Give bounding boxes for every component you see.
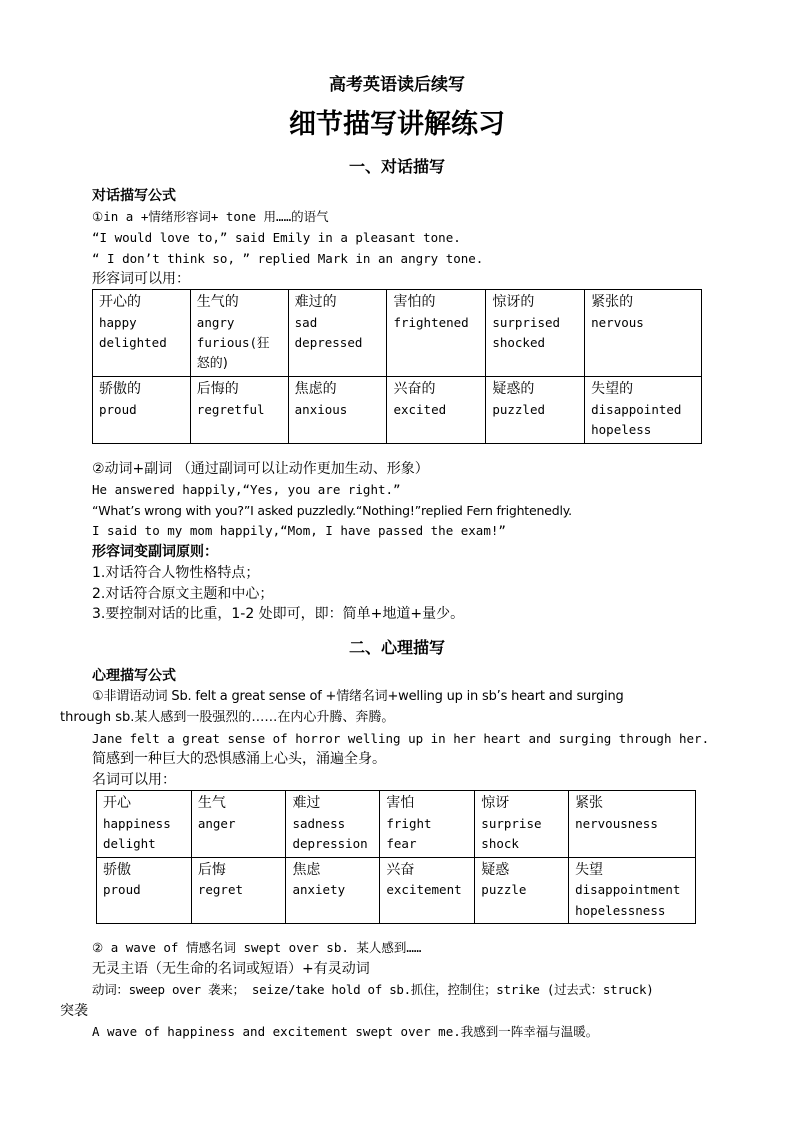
example-line: A wave of happiness and excitement swept over me.我感到一阵幸福与温暖。 <box>92 1024 599 1039</box>
rule-verb-adverb: ②动词+副词 （通过副词可以让动作更加生动、形象） <box>92 461 429 477</box>
document-subtitle: 高考英语读后续写 <box>329 75 465 95</box>
example-line: I said to my mom happily,“Mom, I have passed the exam!” <box>92 523 506 538</box>
rule-note: 无灵主语（无生命的名词或短语）+有灵动词 <box>92 961 370 977</box>
document-title: 细节描写讲解练习 <box>289 109 505 140</box>
rule-nonfinite-continued: through sb.某人感到一股强烈的……在内心升腾、奔腾。 <box>60 710 395 725</box>
noun-intro: 名词可以用： <box>92 772 176 788</box>
noun-table <box>96 790 696 924</box>
table-cell: 骄傲的 proud <box>93 377 191 444</box>
table-cell: 害怕 fright fear <box>380 791 475 858</box>
table-cell: 害怕的 frightened <box>387 290 486 377</box>
table-cell: 生气的 angry furious(狂 怒的) <box>190 290 288 377</box>
rule-tone: ①in a +情绪形容词+ tone 用……的语气 <box>92 209 329 224</box>
example-line: “ I don’t think so, ” replied Mark in an angry tone. <box>92 251 484 266</box>
example-line: “What’s wrong with you?”I asked puzzledly.“Nothing!”replied Fern frightenedly. <box>92 503 572 518</box>
rule-nonfinite: ①非谓语动词 Sb. felt a great sense of +情绪名词+welling up in sb’s heart and surging <box>92 689 624 704</box>
table-cell: 失望 disappointment hopelessness <box>569 857 696 924</box>
table-cell: 后悔的 regretful <box>190 377 288 444</box>
table-cell: 开心 happiness delight <box>97 791 192 858</box>
table-cell: 难过 sadness depression <box>286 791 380 858</box>
verb-list-continued: 突袭 <box>60 1003 88 1019</box>
table-row <box>93 290 702 377</box>
table-cell: 兴奋的 excited <box>387 377 486 444</box>
table-cell: 兴奋 excitement <box>380 857 475 924</box>
table-cell: 惊讶的 surprised shocked <box>486 290 585 377</box>
table-cell: 焦虑 anxiety <box>286 857 380 924</box>
example-line: “I would love to,” said Emily in a pleasant tone. <box>92 230 461 245</box>
section-heading-psychology: 二、心理描写 <box>348 638 445 657</box>
table-cell: 惊讶 surprise shock <box>475 791 569 858</box>
table-cell: 焦虑的 anxious <box>288 377 387 444</box>
rule-wave: ② a wave of 情感名词 swept over sb. 某人感到…… <box>92 940 422 955</box>
table-cell: 紧张的 nervous <box>585 290 702 377</box>
principle-item: 3.要控制对话的比重，1-2 处即可，即：简单+地道+量少。 <box>92 606 465 622</box>
table-row <box>93 377 702 444</box>
table-row <box>97 791 696 858</box>
example-translation: 简感到一种巨大的恐惧感涌上心头，涌遍全身。 <box>92 751 386 767</box>
table-cell: 骄傲 proud <box>97 857 192 924</box>
example-line: He answered happily,“Yes, you are right.” <box>92 482 401 497</box>
table-cell: 开心的 happy delighted <box>93 290 191 377</box>
principle-title: 形容词变副词原则： <box>92 544 218 560</box>
table-cell: 紧张 nervousness <box>569 791 696 858</box>
section-heading-dialogue: 一、对话描写 <box>348 157 445 176</box>
formula-title-psychology: 心理描写公式 <box>92 668 176 684</box>
table-row <box>97 857 696 924</box>
table-cell: 难过的 sad depressed <box>288 290 387 377</box>
table-cell: 生气 anger <box>191 791 286 858</box>
adjective-intro: 形容词可以用： <box>92 271 190 287</box>
principle-item: 1.对话符合人物性格特点； <box>92 565 260 581</box>
adjective-table <box>92 289 702 444</box>
table-cell: 疑惑的 puzzled <box>486 377 585 444</box>
table-cell: 疑惑 puzzle <box>475 857 569 924</box>
verb-list: 动词：sweep over 袭来； seize/take hold of sb.抓住，控制住；strike (过去式：struck) <box>92 982 654 997</box>
table-cell: 后悔 regret <box>191 857 286 924</box>
example-line: Jane felt a great sense of horror welling up in her heart and surging through her. <box>92 731 710 746</box>
table-cell: 失望的 disappointed hopeless <box>585 377 702 444</box>
principle-item: 2.对话符合原文主题和中心； <box>92 586 274 602</box>
formula-title-dialogue: 对话描写公式 <box>92 188 176 204</box>
